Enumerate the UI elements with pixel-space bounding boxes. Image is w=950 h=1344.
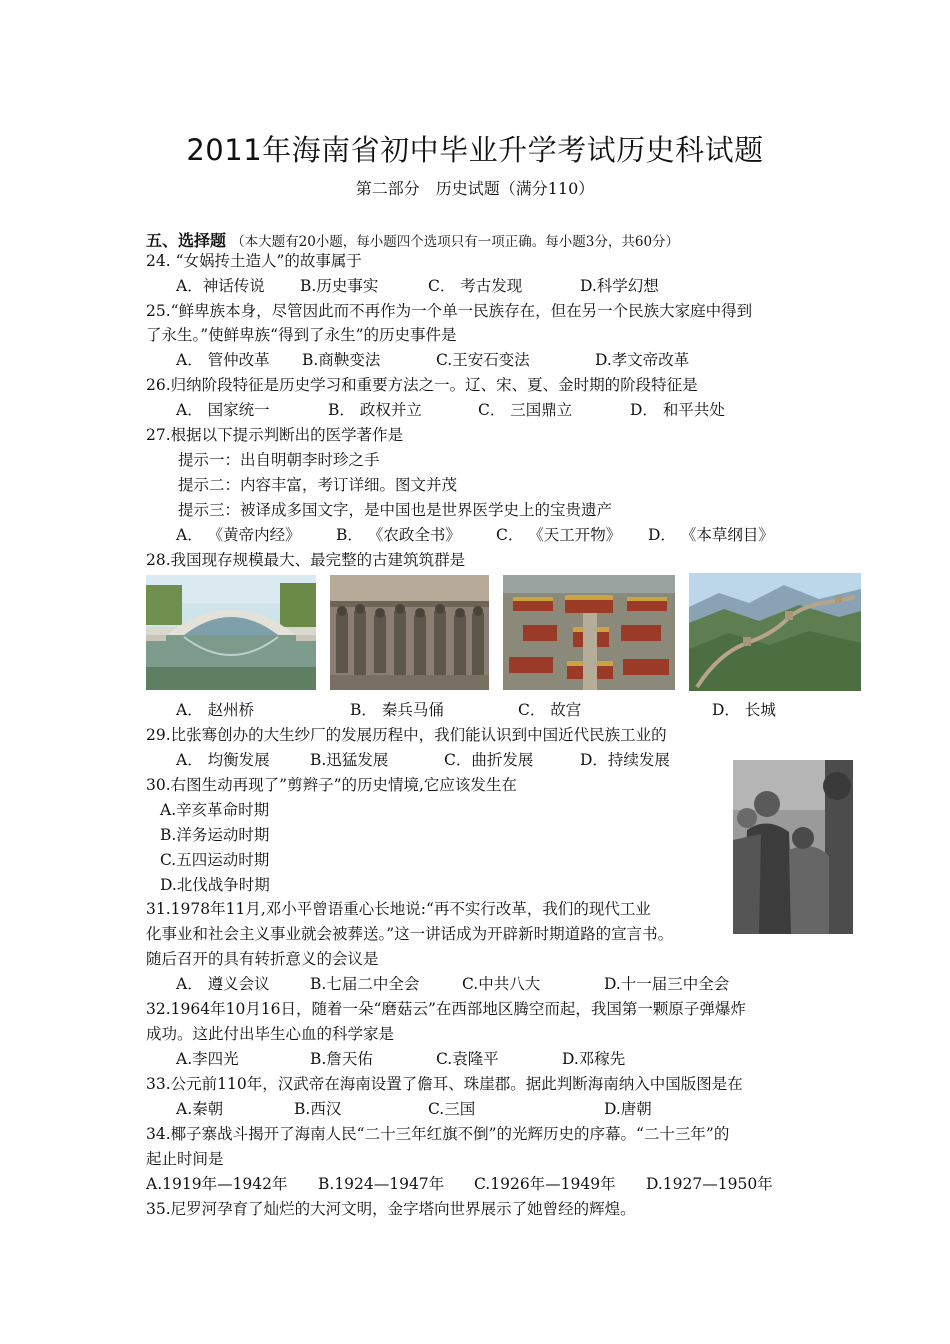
q27-option-b: B． 《农政全书》 bbox=[336, 526, 461, 544]
question-30-stem: 30.右图生动再现了”剪辫子”的历史情境,它应该发生在 bbox=[146, 776, 517, 794]
question-26-stem: 26.归纳阶段特征是历史学习和重要方法之一。辽、宋、夏、金时期的阶段特征是 bbox=[146, 376, 698, 394]
great-wall-image bbox=[689, 573, 861, 691]
q24-option-a: A．神话传说 bbox=[176, 277, 265, 295]
question-35-stem: 35.尼罗河孕育了灿烂的大河文明，金字塔向世界展示了她曾经的辉煌。 bbox=[146, 1200, 636, 1218]
q30-option-a: A.辛亥革命时期 bbox=[160, 801, 270, 819]
q24-option-c: C． 考古发现 bbox=[428, 277, 523, 295]
q34-option-b: B.1924—1947年 bbox=[318, 1175, 445, 1193]
page-title: 2011年海南省初中毕业升学考试历史科试题 bbox=[186, 133, 764, 167]
q29-option-c: C．曲折发展 bbox=[444, 751, 534, 769]
q30-option-c: C.五四运动时期 bbox=[160, 851, 270, 869]
zhaozhou-bridge-image bbox=[146, 575, 316, 690]
q33-option-b: B.西汉 bbox=[294, 1100, 342, 1118]
queue-cutting-photo bbox=[733, 760, 853, 934]
q24-option-b: B.历史事实 bbox=[300, 277, 379, 295]
page-subtitle: 第二部分 历史试题（满分110） bbox=[355, 179, 595, 198]
q32-option-c: C.袁隆平 bbox=[436, 1050, 499, 1068]
question-31-stem-line1: 31.1978年11月,邓小平曾语重心长地说:“再不实行改革，我们的现代工业 bbox=[146, 900, 651, 918]
q28-option-c: C． 故宫 bbox=[518, 701, 582, 719]
q25-option-a: A． 管仲改革 bbox=[176, 351, 270, 369]
q33-option-c: C.三国 bbox=[428, 1100, 476, 1118]
question-31-stem-line2: 化事业和社会主义事业就会被葬送。”这一讲话成为开辟新时期道路的宣言书。 bbox=[146, 925, 674, 943]
question-33-stem: 33.公元前110年，汉武帝在海南设置了儋耳、珠崖郡。据此判断海南纳入中国版图是在 bbox=[146, 1075, 743, 1093]
q26-option-d: D． 和平共处 bbox=[630, 401, 725, 419]
q27-option-a: A． 《黄帝内经》 bbox=[176, 526, 301, 544]
question-34-stem-line2: 起止时间是 bbox=[146, 1150, 224, 1168]
q28-option-b: B． 秦兵马俑 bbox=[350, 701, 444, 719]
q26-option-a: A． 国家统一 bbox=[176, 401, 270, 419]
q29-option-a: A． 均衡发展 bbox=[176, 751, 270, 769]
q29-option-b: B.迅猛发展 bbox=[310, 751, 389, 769]
q32-option-d: D.邓稼先 bbox=[562, 1050, 626, 1068]
q34-option-d: D.1927—1950年 bbox=[646, 1175, 773, 1193]
q29-option-d: D．持续发展 bbox=[580, 751, 670, 769]
q24-option-d: D.科学幻想 bbox=[580, 277, 659, 295]
q28-option-a: A． 赵州桥 bbox=[176, 701, 255, 719]
question-29-stem: 29.比张骞创办的大生纱厂的发展历程中，我们能认识到中国近代民族工业的 bbox=[146, 726, 667, 744]
question-32-stem-line2: 成功。这此付出毕生心血的科学家是 bbox=[146, 1025, 395, 1043]
q26-option-b: B． 政权并立 bbox=[328, 401, 422, 419]
question-25-stem-line2: 了永生。”使鲜卑族“得到了永生”的历史事件是 bbox=[146, 326, 457, 344]
section-heading: 五、选择题 bbox=[146, 231, 227, 250]
question-25-stem-line1: 25.“鲜卑族本身，尽管因此而不再作为一个单一民族存在，但在另一个民族大家庭中得到 bbox=[146, 302, 753, 320]
q33-option-a: A.秦朝 bbox=[176, 1100, 224, 1118]
q34-option-c: C.1926年—1949年 bbox=[474, 1175, 616, 1193]
q34-option-a: A.1919年—1942年 bbox=[146, 1175, 288, 1193]
q28-option-d: D． 长城 bbox=[712, 701, 776, 719]
question-32-stem-line1: 32.1964年10月16日，随着一朵“磨菇云”在西部地区腾空而起，我国第一颗原子弹爆炸 bbox=[146, 1000, 746, 1018]
q27-hint-3: 提示三：被译成多国文字，是中国也是世界医学史上的宝贵遗产 bbox=[178, 501, 613, 519]
question-24-stem: 24. “女娲抟土造人”的故事属于 bbox=[146, 252, 362, 270]
q27-hint-1: 提示一：出自明朝李时珍之手 bbox=[178, 451, 380, 469]
q27-option-d: D． 《本草纲目》 bbox=[648, 526, 774, 544]
question-31-stem-line3: 随后召开的具有转折意义的会议是 bbox=[146, 950, 379, 968]
question-34-stem-line1: 34.椰子寨战斗揭开了海南人民“二十三年红旗不倒”的光辉历史的序幕。“二十三年”的 bbox=[146, 1125, 730, 1143]
q31-option-b: B.七届二中全会 bbox=[310, 975, 420, 993]
q27-hint-2: 提示二：内容丰富，考订详细。图文并茂 bbox=[178, 476, 458, 494]
q25-option-d: D.孝文帝改革 bbox=[595, 351, 690, 369]
question-27-stem: 27.根据以下提示判断出的医学著作是 bbox=[146, 426, 404, 444]
q26-option-c: C． 三国鼎立 bbox=[478, 401, 573, 419]
section-note: （本大题有20小题，每小题四个选项只有一项正确。每小题3分，共60分） bbox=[231, 234, 680, 250]
q27-option-c: C． 《天工开物》 bbox=[496, 526, 622, 544]
question-28-stem: 28.我国现存规模最大、最完整的古建筑筑群是 bbox=[146, 551, 466, 569]
q30-option-d: D.北伐战争时期 bbox=[160, 876, 270, 894]
q25-option-b: B.商鞅变法 bbox=[302, 351, 381, 369]
q30-option-b: B.洋务运动时期 bbox=[160, 826, 270, 844]
q31-option-a: A． 遵义会议 bbox=[176, 975, 270, 993]
q33-option-d: D.唐朝 bbox=[604, 1100, 652, 1118]
q32-option-a: A.李四光 bbox=[176, 1050, 239, 1068]
forbidden-city-image bbox=[503, 575, 675, 690]
q31-option-d: D.十一届三中全会 bbox=[604, 975, 730, 993]
section-header bbox=[146, 228, 679, 251]
terracotta-army-image bbox=[330, 575, 489, 690]
q32-option-b: B.詹天佑 bbox=[310, 1050, 373, 1068]
q31-option-c: C.中共八大 bbox=[462, 975, 541, 993]
q25-option-c: C.王安石变法 bbox=[436, 351, 530, 369]
